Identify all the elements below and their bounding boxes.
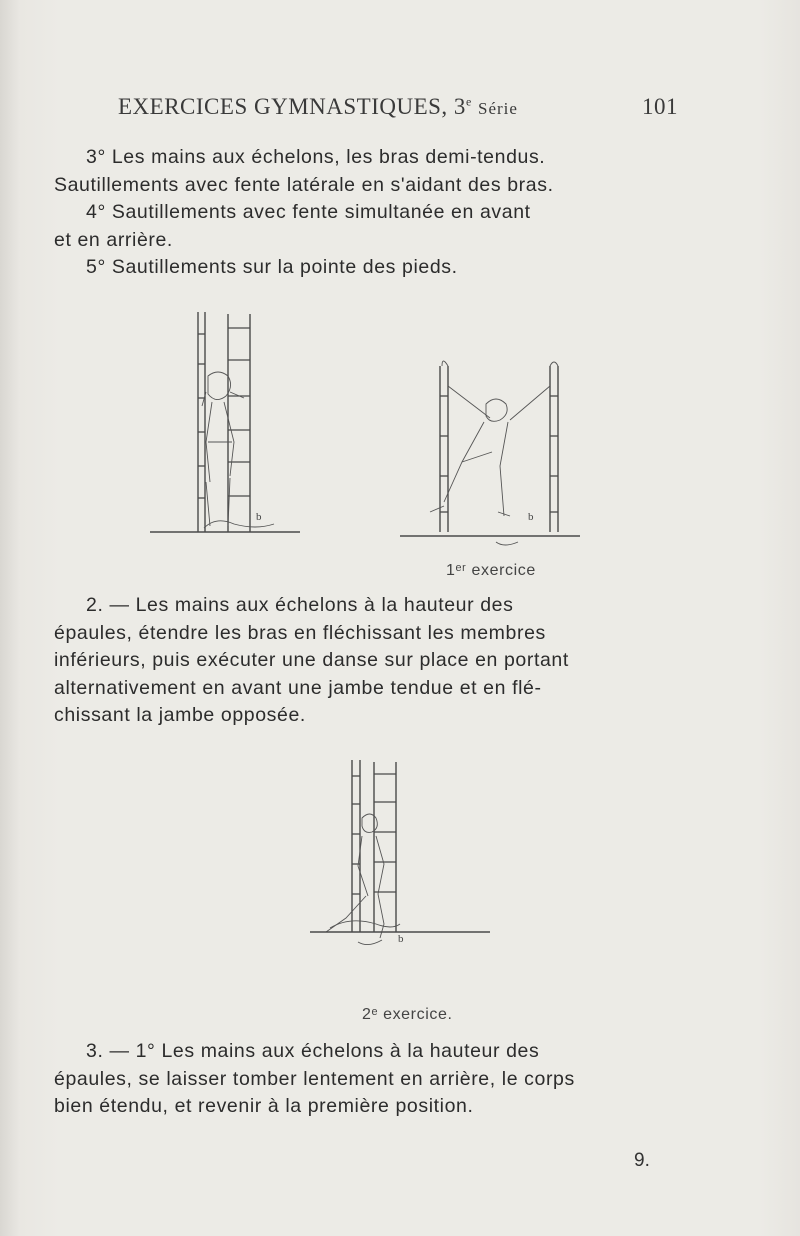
text-line: 3. — 1° Les mains aux échelons à la hauteur des bbox=[86, 1040, 540, 1062]
exercise-2-illustration bbox=[310, 752, 490, 1002]
text-line: Sautillements avec fente latérale en s'aidant des bras. bbox=[54, 173, 554, 196]
header-title: EXERCICES GYMNASTIQUES, 3e Série bbox=[118, 94, 518, 119]
running-header bbox=[118, 94, 678, 124]
signature-mark: 9. bbox=[634, 1150, 650, 1171]
text-line: épaules, étendre les bras en fléchissant les membres bbox=[54, 621, 546, 644]
exercise-1-illustration-left bbox=[150, 306, 300, 556]
figure-1-caption: 1ᵉʳ exercice bbox=[446, 562, 536, 579]
exercise-3-text bbox=[54, 1038, 686, 1121]
figure-label-b: b bbox=[528, 511, 534, 523]
text-line: chissant la jambe opposée. bbox=[54, 704, 306, 726]
header-series: Série bbox=[478, 99, 518, 118]
text-line: alternativement en avant une jambe tendue et en flé- bbox=[54, 676, 542, 699]
figure-label-b: b bbox=[256, 511, 262, 523]
text-line: 4° Sautillements avec fente simultanée en avant bbox=[86, 201, 531, 223]
text-line: et en arrière. bbox=[54, 228, 173, 251]
text-line: 2. — Les mains aux échelons à la hauteur des bbox=[86, 594, 514, 616]
page-number: 101 bbox=[642, 94, 678, 119]
exercise-1-illustration-right bbox=[400, 306, 580, 556]
text-line: 5° Sautillements sur la pointe des pieds. bbox=[86, 256, 458, 278]
text-line: épaules, se laisser tomber lentement en arrière, le corps bbox=[54, 1067, 575, 1090]
figure-2-caption: 2ᵉ exercice. bbox=[362, 1006, 453, 1023]
text-line: 3° Les mains aux échelons, les bras demi-tendus. bbox=[86, 146, 546, 168]
figure-label-b: b bbox=[398, 933, 404, 945]
exercise-2-text bbox=[54, 592, 686, 730]
text-line: inférieurs, puis exécuter une danse sur place en portant bbox=[54, 649, 569, 671]
top-instructions bbox=[54, 144, 686, 282]
text-line: bien étendu, et revenir à la première position. bbox=[54, 1095, 474, 1117]
